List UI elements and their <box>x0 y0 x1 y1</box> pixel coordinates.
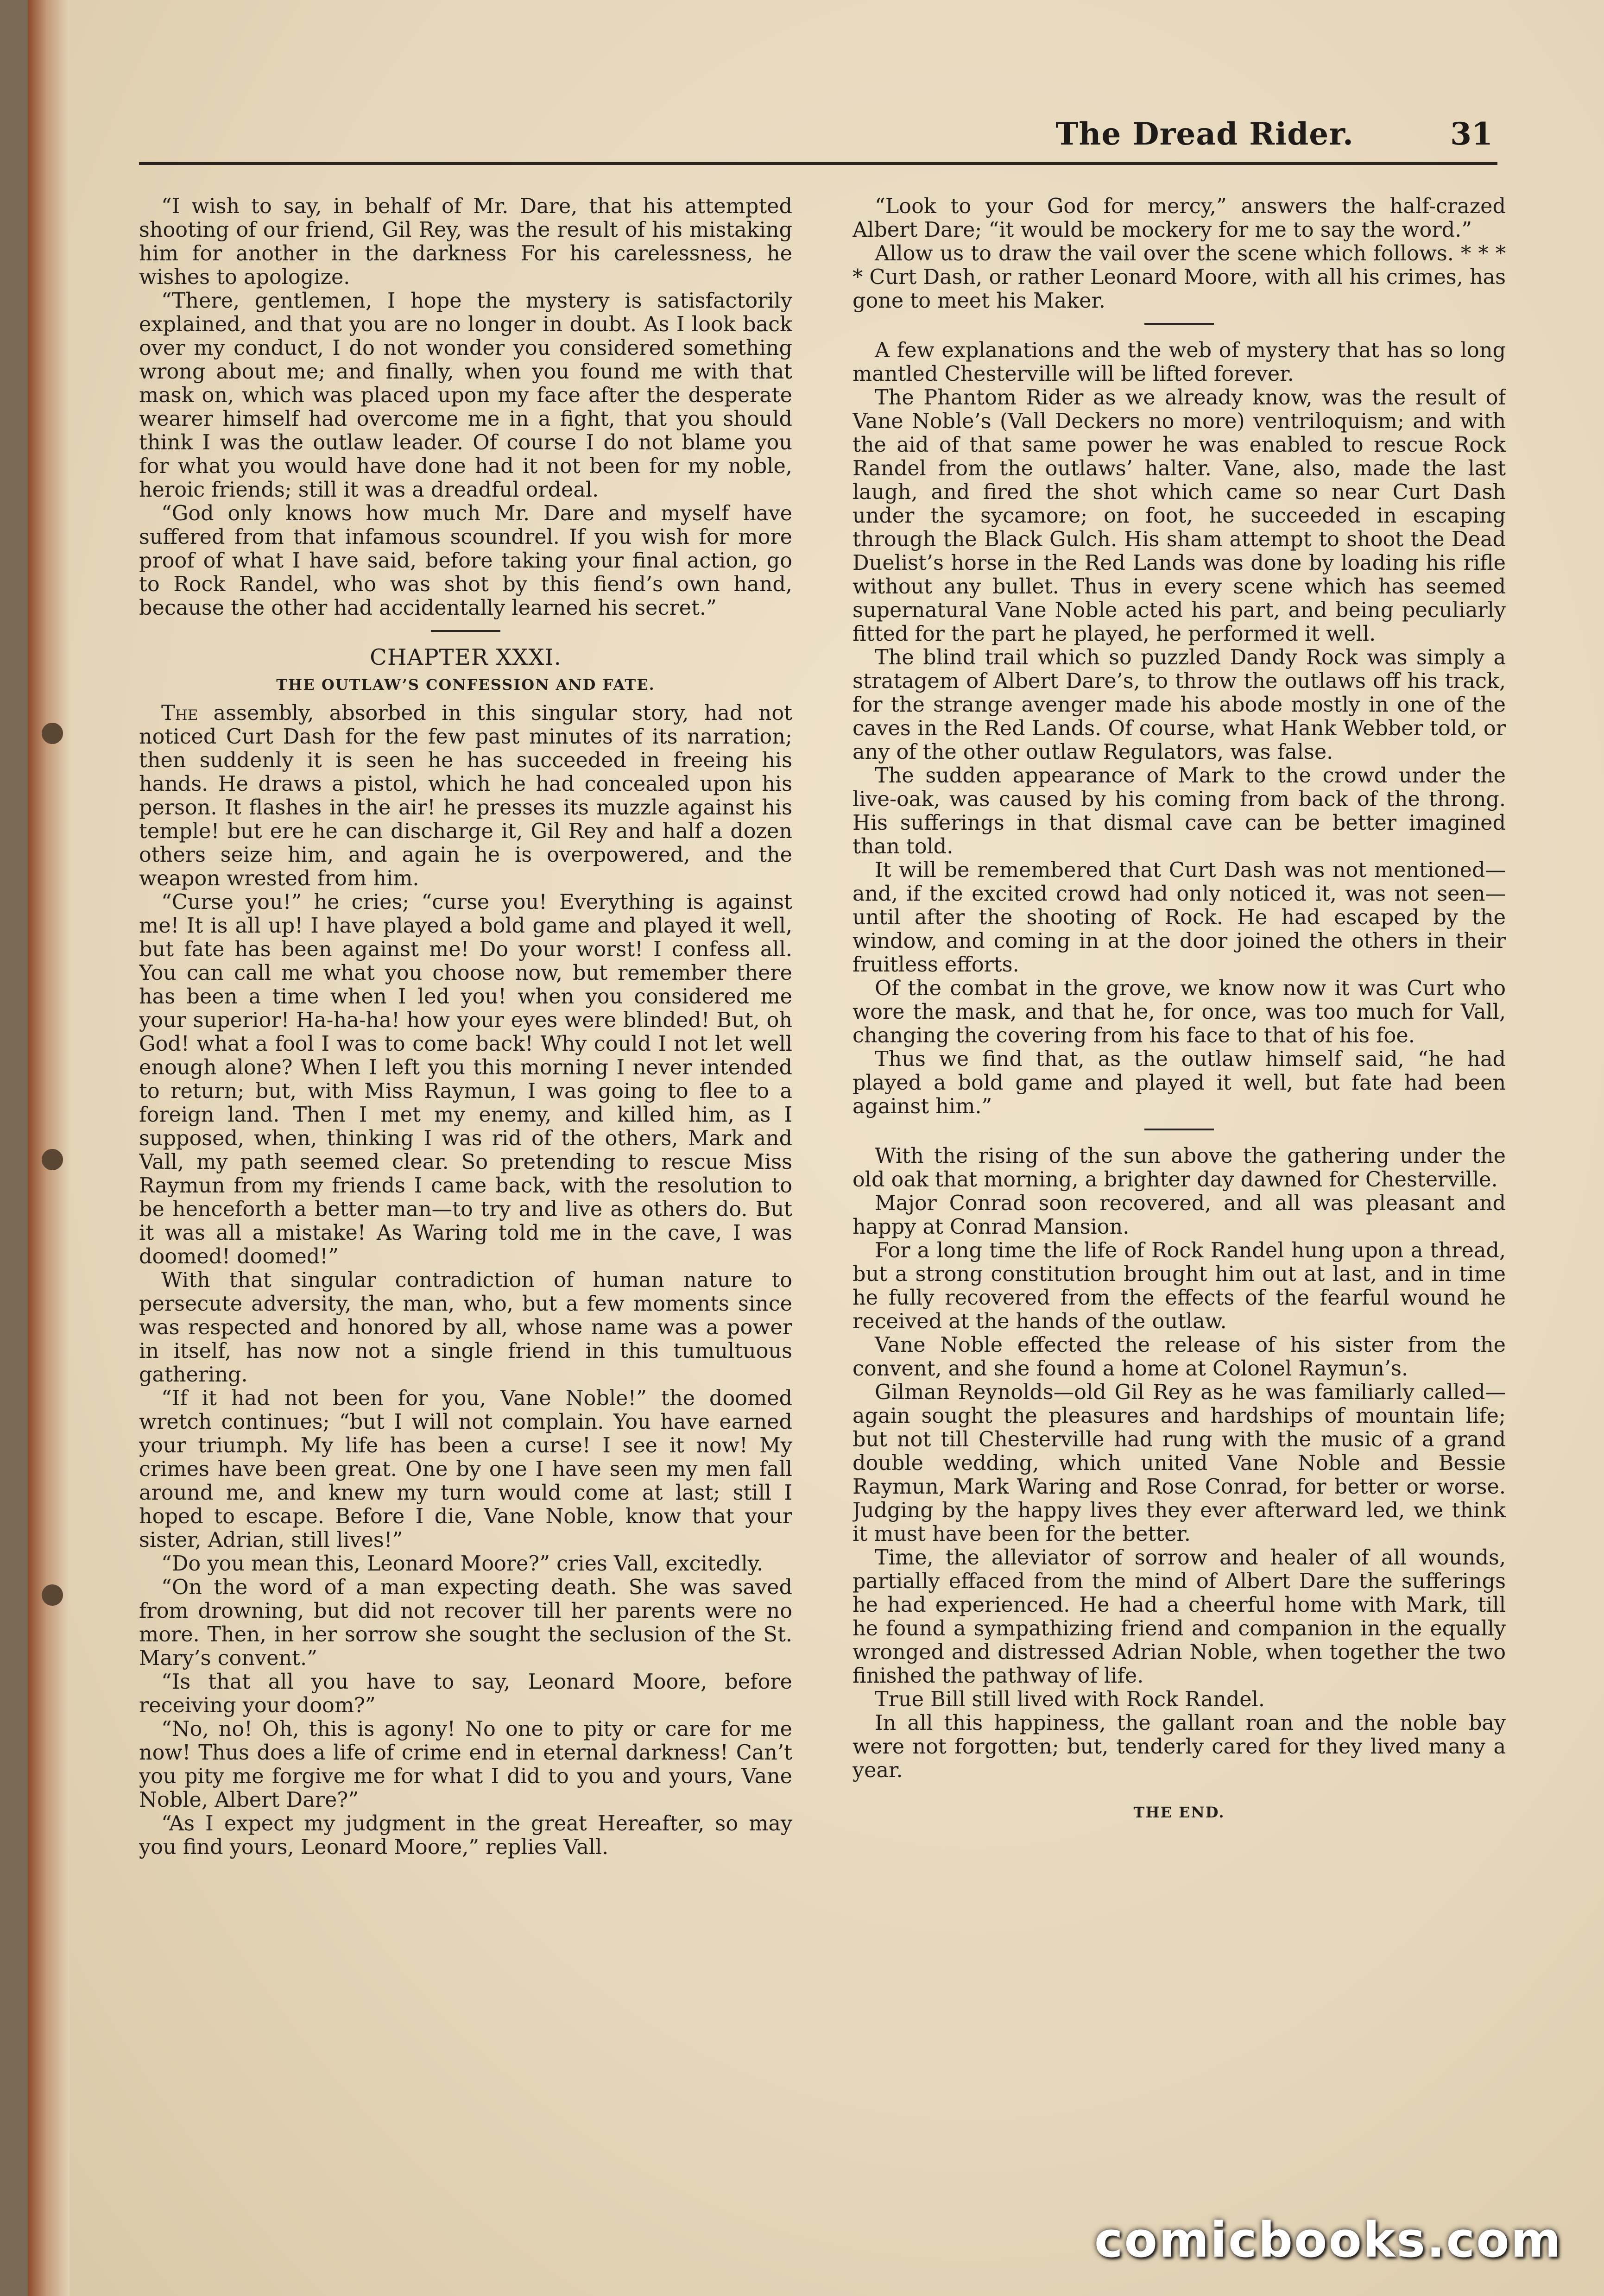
section-rule <box>431 630 500 632</box>
page-header <box>139 116 1497 167</box>
watermark: comicbooks.com <box>1094 2212 1562 2268</box>
paragraph: A few explanations and the web of mystery that has so long mantled Chesterville will be lifted forever. <box>853 339 1506 386</box>
right-column <box>853 195 1506 2177</box>
section-rule <box>1144 1129 1214 1130</box>
paragraph: The blind trail which so puzzled Dandy Rock was simply a stratagem of Albert Dare’s, to throw the outlaws off his track, for the strange avenger made his abode mostly in one of the caves in the Red Lands. Of course, what Hank Webber told, or any of the other outlaw Regulators, was false. <box>853 646 1506 764</box>
paragraph: The sudden appearance of Mark to the crowd under the live-oak, was caused by his coming from back of the throng. His sufferings in that dismal cave can be better imagined than told. <box>853 764 1506 858</box>
paragraph: “God only knows how much Mr. Dare and myself have suffered from that infamous scoundrel. If you wish for more proof of what I have said, before taking your final action, go to Rock Randel, who was shot by this fiend’s own hand, because the other had accidentally learned his secret.” <box>139 502 792 620</box>
paragraph: The Phantom Rider as we already know, was the result of Vane Noble’s (Vall Deckers no more) ventriloquism; and with the aid of that same power he was enabled to rescue Rock Randel from the outlaws’ halter. Vane, also, made the last laugh, and fired the shot which came so near Curt Dash under the sycamore; on foot, he succeeded in escaping through the Black Gulch. His sham attempt to shoot the Dead Duelist’s horse in the Red Lands was done by loading his rifle without any bullet. Thus in every scene which has seemed supernatural Vane Noble acted his part, and being peculiarly fitted for the part he played, he performed it well. <box>853 386 1506 646</box>
binding-spine <box>28 0 69 2296</box>
binding-hole <box>42 1149 63 1170</box>
section-rule <box>1144 323 1214 325</box>
paragraph: “As I expect my judgment in the great Hereafter, so may you find yours, Leonard Moore,” replies Vall. <box>139 1812 792 1859</box>
end-mark: THE END. <box>1133 1804 1225 1821</box>
paragraph: Major Conrad soon recovered, and all was pleasant and happy at Conrad Mansion. <box>853 1192 1506 1239</box>
paragraph: With that singular contradiction of human nature to persecute adversity, the man, who, but a few moments since was respected and honored by all, whose name was a power in itself, has now not a single friend in this tumultuous gathering. <box>139 1268 792 1387</box>
paragraph: In all this happiness, the gallant roan and the noble bay were not forgotten; but, tenderly cared for they lived many a year. <box>853 1711 1506 1782</box>
paragraph: Vane Noble effected the release of his sister from the convent, and she found a home at Colonel Raymun’s. <box>853 1333 1506 1381</box>
paragraph: “Curse you!” he cries; “curse you! Everything is against me! It is all up! I have played a bold game and played it well, but fate has been against me! Do your worst! I confess all. You can call me what you choose now, but remember there has been a time when I led you! when you considered me your superior! Ha-ha-ha! how your eyes were blinded! But, oh God! what a fool I was to come back! Why could I not let well enough alone? When I left you this morning I never intended to return; but, with Miss Raymun, I was going to flee to a foreign land. Then I met my enemy, and killed him, as I supposed, when, thinking I was rid of the others, Mark and Vall, my path seemed clear. So pretending to rescue Miss Raymun from my friends I came back, with the resolution to be henceforth a better man—to try and live as others do. But it was all a mistake! As Waring told me in the cave, I was doomed! doomed!” <box>139 890 792 1268</box>
paragraph: Gilman Reynolds—old Gil Rey as he was familiarly called—again sought the pleasures and hardships of mountain life; but not till Chesterville had rung with the music of a grand double wedding, which united Vane Noble and Bessie Raymun, Mark Waring and Rose Conrad, for better or worse. Judging by the happy lives they ever afterward led, we think it must have been for the better. <box>853 1381 1506 1546</box>
paragraph: “Is that all you have to say, Leonard Moore, before receiving your doom?” <box>139 1670 792 1717</box>
header-rule <box>139 162 1497 165</box>
paragraph: It will be remembered that Curt Dash was not mentioned—and, if the excited crowd had only noticed it, was not seen—until after the shooting of Rock. He had escaped by the window, and coming in at the door joined the others in their fruitless efforts. <box>853 858 1506 977</box>
paragraph: True Bill still lived with Rock Randel. <box>875 1688 1265 1711</box>
left-column <box>139 195 792 2177</box>
paragraph <box>139 701 792 890</box>
running-title: The Dread Rider. <box>1055 116 1354 152</box>
paragraph: Of the combat in the grove, we know now it was Curt who wore the mask, and that he, for once, was too much for Vall, changing the covering from his face to that of his foe. <box>853 977 1506 1047</box>
paragraph: With the rising of the sun above the gathering under the old oak that morning, a brighter day dawned for Chesterville. <box>853 1144 1506 1192</box>
drop-lead: The <box>161 701 198 725</box>
paragraph-text: assembly, absorbed in this singular story, had not noticed Curt Dash for the few past minutes of its narration; then suddenly it is seen he has succeeded in freeing his hands. He draws a pistol, which he had concealed upon his person. It flashes in the air! he presses its muzzle against his temple! but ere he can discharge it, Gil Rey and half a dozen others seize him, and again he is overpowered, and the weapon wrested from him. <box>139 701 792 890</box>
page-number: 31 <box>1450 116 1493 152</box>
chapter-heading: CHAPTER XXXI. <box>370 644 562 670</box>
paragraph: “Look to your God for mercy,” answers the half-crazed Albert Dare; “it would be mockery for me to say the word.” <box>853 195 1506 242</box>
chapter-subheading: THE OUTLAW’S CONFESSION AND FATE. <box>276 676 655 694</box>
paragraph: “Do you mean this, Leonard Moore?” cries Vall, excitedly. <box>161 1552 764 1576</box>
paragraph: “On the word of a man expecting death. She was saved from drowning, but did not recover till her parents were no more. Then, in her sorrow she sought the seclusion of the St. Mary’s convent.” <box>139 1576 792 1670</box>
paragraph: “No, no! Oh, this is agony! No one to pity or care for me now! Thus does a life of crime end in eternal darkness! Can’t you pity me forgive me for what I did to you and yours, Vane Noble, Albert Dare?” <box>139 1717 792 1812</box>
paragraph: “There, gentlemen, I hope the mystery is satisfactorily explained, and that you are no longer in doubt. As I look back over my conduct, I do not wonder you considered something wrong about me; and finally, when you found me with that mask on, which was placed upon my face after the desperate wearer himself had overcome me in a fight, that you should think I was the outlaw leader. Of course I do not blame you for what you would have done had it not been for my noble, heroic friends; still it was a dreadful ordeal. <box>139 289 792 502</box>
paragraph: “I wish to say, in behalf of Mr. Dare, that his attempted shooting of our friend, Gil Rey, was the result of his mistaking him for another in the darkness For his carelessness, he wishes to apologize. <box>139 195 792 289</box>
paragraph: “If it had not been for you, Vane Noble!” the doomed wretch continues; “but I will not complain. You have earned your triumph. My life has been a curse! I see it now! My crimes have been great. One by one I have seen my men fall around me, and knew my turn would come at last; still I hoped to escape. Before I die, Vane Noble, know that your sister, Adrian, still lives!” <box>139 1387 792 1552</box>
paragraph: For a long time the life of Rock Randel hung upon a thread, but a strong constitution brought him out at last, and in time he fully recovered from the effects of the fearful wound he received at the hands of the outlaw. <box>853 1239 1506 1333</box>
magazine-page <box>28 0 1604 2296</box>
binding-hole <box>42 723 63 744</box>
paragraph: Time, the alleviator of sorrow and healer of all wounds, partially effaced from the mind of Albert Dare the sufferings he had experienced. He had a cheerful home with Mark, till he found a sympathizing friend and companion in the equally wronged and distressed Adrian Noble, when together the two finished the pathway of life. <box>853 1546 1506 1688</box>
paragraph: Thus we find that, as the outlaw himself said, “he had played a bold game and played it well, but fate had been against him.” <box>853 1047 1506 1118</box>
paragraph: Allow us to draw the vail over the scene which follows. * * * * Curt Dash, or rather Leonard Moore, with all his crimes, has gone to meet his Maker. <box>853 242 1506 313</box>
binding-hole <box>42 1584 63 1606</box>
